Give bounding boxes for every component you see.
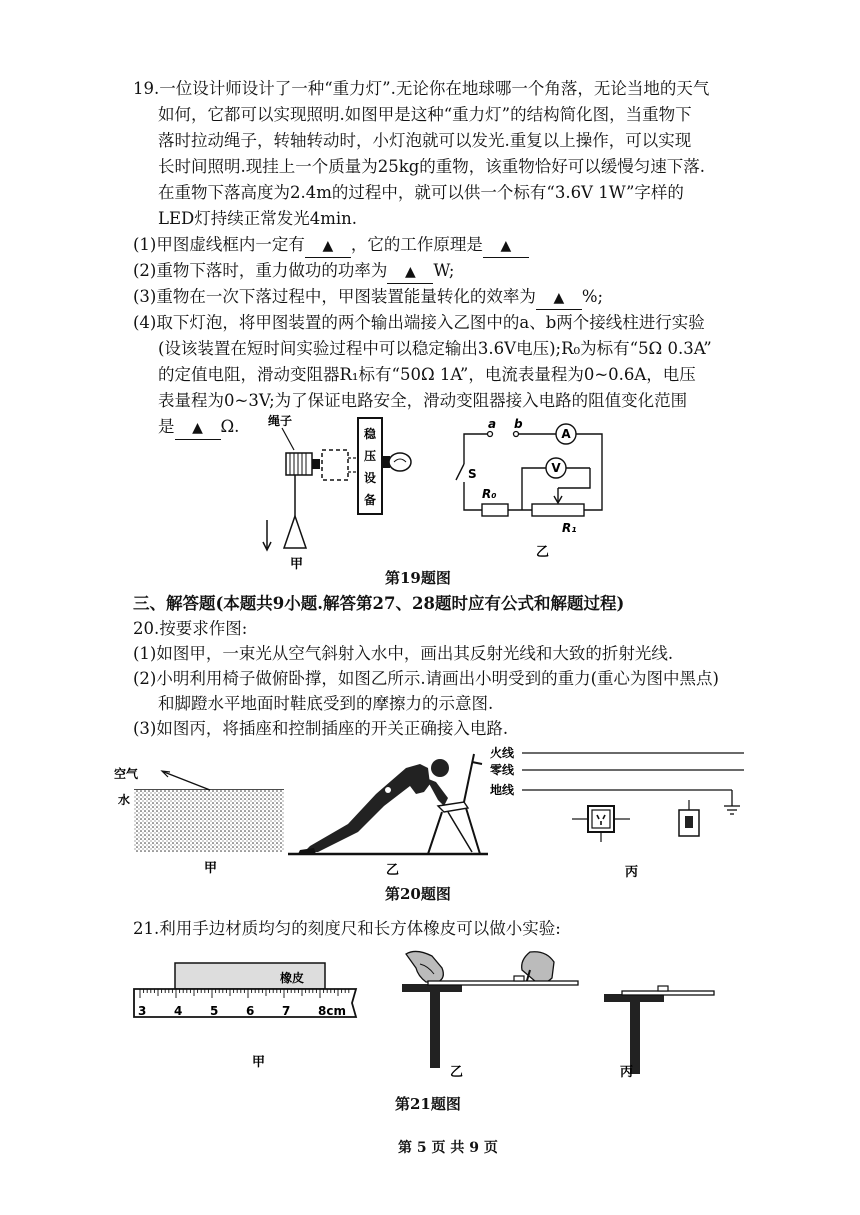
ruler-tick-label-5: 5 [210, 1004, 219, 1018]
q19-sub1 [133, 234, 529, 258]
q20-line-2: (2)小明利用椅子做俯卧撑，如图乙所示.请画出小明受到的重力(重心为图中黑点) [133, 669, 719, 688]
answer-blank-3: ▲ [387, 261, 433, 284]
ruler-tick-label-4: 4 [174, 1004, 183, 1018]
terminal-b [514, 432, 519, 437]
fig20-bing-label: 丙 [625, 865, 639, 880]
q21-head: 21.利用手边材质均匀的刻度尺和长方体橡皮可以做小实验: [133, 919, 561, 938]
live-wire-label: 火线 [490, 746, 515, 760]
answer-blank-5: ▲ [175, 417, 221, 440]
bulb-icon [382, 453, 411, 471]
resistor-r0 [482, 504, 508, 516]
ruler-on-table [428, 981, 578, 985]
fig20-jia-label: 甲 [204, 861, 218, 876]
table-leg-2 [630, 1002, 640, 1074]
figure-20-yi [288, 742, 498, 882]
terminal-b-label: b [514, 417, 523, 431]
neutral-wire-label: 零线 [490, 763, 515, 777]
rope-label: 绳子 [268, 414, 293, 428]
q19-line-4: 长时间照明.现挂上一个质量为25kg的重物，该重物恰好可以缓慢匀速下落. [158, 157, 706, 176]
figure-19-yi-circuit [452, 416, 612, 566]
fig21-caption: 第21题图 [395, 1095, 461, 1113]
air-label: 空气 [114, 767, 139, 781]
fig19-jia-label: 甲 [290, 557, 304, 572]
q19-line-3: 落时拉动绳子，转轴转动时，小灯泡就可以发光.重复以上操作，可以实现 [158, 131, 692, 150]
fig21-bing-label: 丙 [620, 1065, 634, 1080]
q20-line-3: 和脚蹬水平地面时鞋底受到的摩擦力的示意图. [158, 694, 494, 713]
q20-line-4: (3)如图丙，将插座和控制插座的开关正确接入电路. [133, 719, 509, 738]
svg-text:压: 压 [363, 449, 377, 463]
person-silhouette [298, 759, 449, 854]
q19-line-1: 19.一位设计师设计了一种“重力灯”.无论你在地球哪一个角落，无论当地的天气 [133, 79, 710, 98]
switch-label: S [468, 467, 477, 481]
eraser-label: 橡皮 [280, 971, 305, 985]
answer-blank-1: ▲ [305, 235, 351, 258]
q19-sub4-end-a: 是 [158, 417, 175, 436]
svg-text:稳: 稳 [363, 427, 377, 441]
q19-line-5: 在重物下落高度为2.4m的过程中，就可以供一个标有“3.6V 1W”字样的 [158, 183, 684, 202]
dashed-box [322, 450, 348, 480]
hand-right-icon [522, 952, 554, 984]
ammeter-label: A [561, 427, 571, 441]
figure-19-jia [250, 408, 430, 578]
q20-head: 20.按要求作图: [133, 619, 248, 638]
fig19-caption: 第19题图 [385, 569, 451, 587]
section-3-heading: 三、解答题(本题共9小题.解答第27、28题时应有公式和解题过程) [133, 594, 625, 613]
q19-sub3 [133, 286, 603, 310]
water-region [134, 790, 284, 852]
switch-s [456, 464, 464, 480]
q19-sub2-text-b: W; [433, 261, 455, 280]
q19-sub4-line-2: (设该装置在短时间实验过程中可以稳定输出3.6V电压);R₀为标有“5Ω 0.3A” [158, 339, 712, 358]
fig21-yi-label: 乙 [450, 1065, 464, 1080]
q19-line-6: LED灯持续正常发光4min. [158, 209, 358, 228]
small-eraser [514, 976, 524, 981]
q19-sub4-end-b: Ω. [220, 417, 240, 436]
q19-sub1-text-b: ，它的工作原理是 [350, 235, 483, 254]
q20-line-1: (1)如图甲，一束光从空气斜射入水中，画出其反射光线和大致的折射光线. [133, 644, 674, 663]
answer-blank-2: ▲ [483, 235, 529, 258]
r1-label: R₁ [562, 521, 577, 535]
table-leg [430, 992, 440, 1068]
fig19-yi-label: 乙 [536, 545, 550, 560]
ruler-tick-label-8cm: 8cm [318, 1004, 346, 1018]
q19-sub4-line-4: 表量程为0~3V;为了保证电路安全，滑动变阻器接入电路的阻值变化范围 [158, 391, 688, 410]
ruler-tick-label-7: 7 [282, 1004, 291, 1018]
figure-20-bing [488, 744, 753, 884]
rope-pointer [282, 428, 294, 450]
rheostat-r1 [532, 504, 584, 516]
q19-sub3-text-a: (3)重物在一次下落过程中，甲图装置能量转化的效率为 [133, 287, 536, 306]
q19-line-2: 如何，它都可以实现照明.如图甲是这种“重力灯”的结构简化图，当重物下 [158, 105, 692, 124]
q19-sub4-line-1: (4)取下灯泡，将甲图装置的两个输出端接入乙图中的a、b两个接线柱进行实验 [133, 313, 705, 332]
small-eraser-2 [658, 986, 668, 991]
figure-20-jia [112, 762, 292, 882]
fig20-caption: 第20题图 [385, 885, 451, 903]
svg-text:备: 备 [363, 493, 377, 507]
svg-text:设: 设 [363, 471, 377, 485]
page-footer: 第 5 页 共 9 页 [398, 1140, 498, 1156]
q19-sub2-text-a: (2)重物下落时，重力做功的功率为 [133, 261, 388, 280]
figure-21-bing [600, 978, 720, 1078]
figure-21-jia [130, 955, 360, 1075]
q19-sub1-text-a: (1)甲图虚线框内一定有 [133, 235, 305, 254]
switch-icon [679, 800, 699, 836]
q19-sub4-end [158, 416, 239, 440]
r0-label: R₀ [482, 487, 497, 501]
q19-sub4-line-3: 的定值电阻，滑动变阻器R₁标有“50Ω 1A”，电流表量程为0~0.6A，电压 [158, 365, 696, 384]
terminal-a-label: a [488, 417, 497, 431]
answer-blank-4: ▲ [536, 287, 582, 310]
ruler-tick-label-3: 3 [138, 1004, 147, 1018]
hand-left-icon [406, 951, 443, 982]
ruler-tick-label-6: 6 [246, 1004, 255, 1018]
center-of-gravity-dot [385, 787, 391, 793]
terminal-a [488, 432, 493, 437]
socket-icon [572, 806, 630, 842]
weight [284, 516, 306, 548]
spool-coil [286, 453, 320, 475]
q19-sub2 [133, 260, 454, 284]
figure-21-yi [398, 948, 583, 1078]
q19-sub3-text-b: %; [581, 287, 604, 306]
ground-wire-label: 地线 [490, 783, 515, 797]
voltmeter-label: V [551, 461, 561, 475]
incident-ray [164, 772, 210, 790]
fig21-jia-label: 甲 [252, 1055, 266, 1070]
ground-symbol-icon [724, 790, 740, 814]
water-label: 水 [118, 793, 131, 807]
fig20-yi-label: 乙 [386, 863, 400, 878]
